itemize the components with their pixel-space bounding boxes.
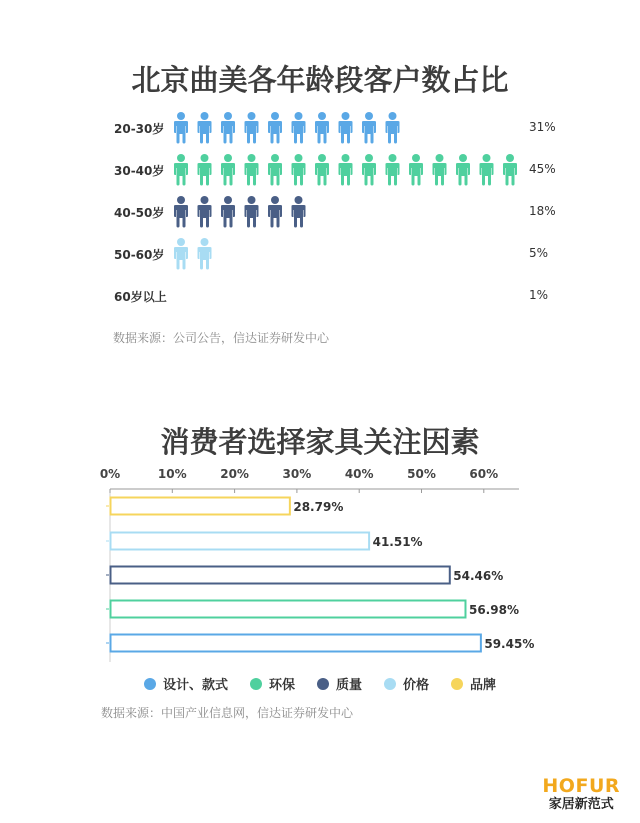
brand-logo [542, 776, 620, 814]
bar-value-label: 28.79% [293, 500, 344, 514]
x-tick-label: 50% [407, 467, 436, 481]
x-tick-label: 0% [99, 467, 121, 481]
legend-label: 价格 [403, 678, 430, 693]
source-note-1: 数据来源：公司公告，信达证券研发中心 [113, 331, 330, 345]
x-tick-label: 30% [282, 467, 312, 481]
legend-item [250, 674, 295, 693]
legend-swatch [384, 678, 396, 690]
age-label: 30-40岁 [114, 164, 165, 178]
bar-value-label: 54.46% [453, 569, 504, 583]
bar-chart-title: 消费者选择家具关注因素 [160, 425, 480, 459]
legend-label: 品牌 [470, 678, 497, 693]
age-label: 50-60岁 [114, 248, 165, 262]
percent-label: 31% [529, 120, 556, 134]
legend-swatch [250, 678, 262, 690]
logo-wordmark: HOFUR [542, 775, 620, 797]
bar-价格 [111, 533, 370, 550]
percent-label: 45% [529, 162, 556, 176]
legend-item [317, 674, 362, 693]
bar-value-label: 56.98% [468, 603, 519, 617]
logo-subtitle: 家居新范式 [548, 797, 614, 812]
bar-value-label: 41.51% [372, 535, 423, 549]
age-label: 20-30岁 [114, 122, 165, 136]
legend-item [451, 674, 496, 693]
source-note-2: 数据来源：中国产业信息网，信达证券研发中心 [101, 706, 354, 720]
legend-swatch [317, 678, 329, 690]
percent-label: 18% [529, 204, 556, 218]
x-tick-label: 10% [157, 467, 187, 481]
bar-品牌 [111, 498, 290, 515]
x-tick-label: 20% [220, 467, 249, 481]
bar-chart-legend [0, 674, 640, 693]
bar-质量 [111, 567, 450, 584]
pictograph-title: 北京曲美各年龄段客户数占比 [131, 63, 509, 97]
x-tick-label: 60% [469, 467, 499, 481]
legend-swatch [144, 678, 156, 690]
age-label: 40-50岁 [114, 206, 165, 220]
percent-label: 1% [529, 288, 549, 302]
legend-item [384, 674, 429, 693]
age-label: 60岁以上 [114, 290, 167, 304]
legend-item [144, 674, 228, 693]
percent-label: 5% [529, 246, 549, 260]
legend-label: 设计、款式 [162, 678, 228, 693]
x-tick-label: 40% [344, 467, 374, 481]
bar-环保 [111, 601, 466, 618]
bar-设计、款式 [111, 635, 481, 652]
legend-label: 质量 [335, 678, 362, 693]
legend-label: 环保 [268, 678, 295, 693]
legend-swatch [451, 678, 463, 690]
bar-value-label: 59.45% [484, 637, 535, 651]
